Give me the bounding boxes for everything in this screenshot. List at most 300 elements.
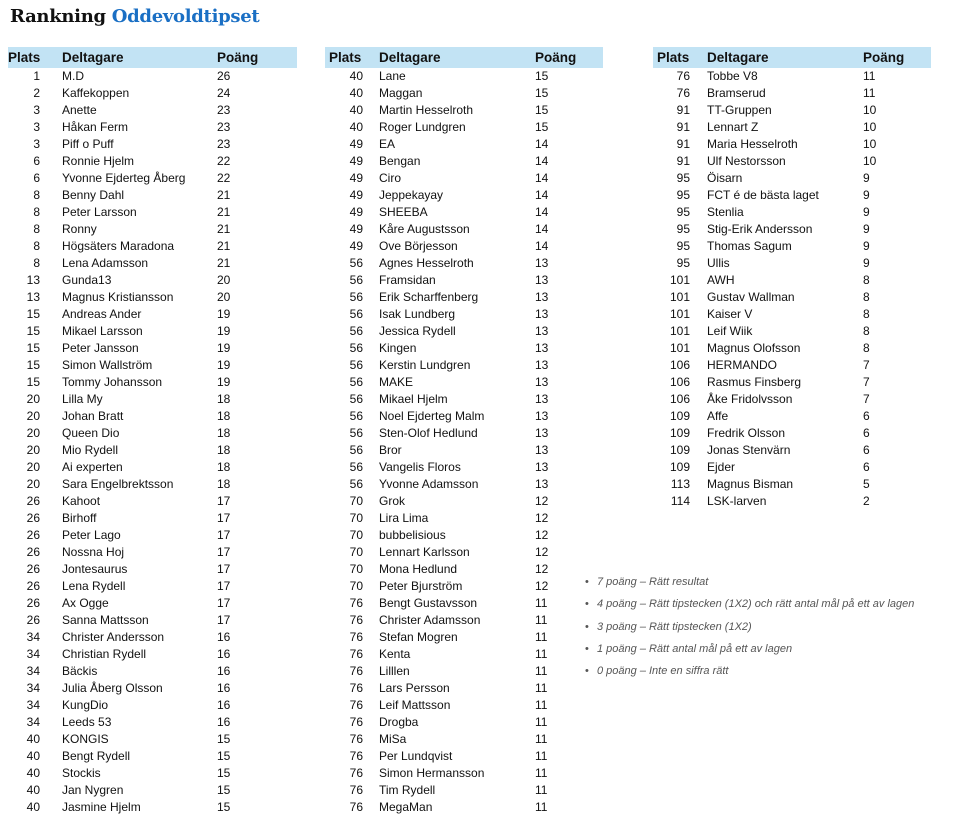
row-plats: 15: [26, 358, 40, 372]
row-poang: 6: [863, 443, 870, 457]
row-plats: 49: [349, 171, 363, 185]
table-row: [8, 255, 297, 272]
scoring-rule: [583, 598, 914, 620]
row-deltagare: Per Lundqvist: [379, 749, 453, 763]
table-row: [8, 425, 297, 442]
row-poang: 13: [535, 375, 549, 389]
row-deltagare: Kingen: [379, 341, 417, 355]
table-row: [325, 255, 603, 272]
table-row: [653, 323, 931, 340]
table-row: [8, 340, 297, 357]
row-deltagare: Sten-Olof Hedlund: [379, 426, 478, 440]
row-poang: 9: [863, 256, 870, 270]
scoring-rule: [583, 576, 914, 598]
row-poang: 16: [217, 715, 231, 729]
scoring-rule-text: 1 poäng – Rätt antal mål på ett av lagen: [597, 642, 793, 655]
bullet-icon: •: [585, 620, 589, 633]
row-poang: 21: [217, 239, 231, 253]
row-deltagare: HERMANDO: [707, 358, 778, 372]
row-deltagare: Ronny: [62, 222, 97, 236]
row-deltagare: KungDio: [62, 698, 109, 712]
table-row: [325, 799, 603, 816]
row-plats: 56: [349, 409, 363, 423]
table-row: [325, 204, 603, 221]
row-poang: 21: [217, 256, 231, 270]
row-plats: 76: [349, 596, 363, 610]
row-plats: 1: [33, 69, 40, 83]
table-row: [325, 646, 603, 663]
table-row: [8, 391, 297, 408]
table-row: [653, 306, 931, 323]
table-row: [8, 374, 297, 391]
table-row: [325, 85, 603, 102]
row-plats: 26: [26, 613, 40, 627]
row-deltagare: KONGIS: [62, 732, 109, 746]
row-poang: 21: [217, 205, 231, 219]
row-deltagare: Leeds 53: [62, 715, 112, 729]
row-poang: 13: [535, 290, 549, 304]
row-plats: 76: [349, 749, 363, 763]
table-row: [325, 442, 603, 459]
row-plats: 91: [676, 120, 690, 134]
row-plats: 56: [349, 375, 363, 389]
row-poang: 19: [217, 341, 231, 355]
row-plats: 20: [26, 443, 40, 457]
row-deltagare: Stig-Erik Andersson: [707, 222, 813, 236]
header-plats: Plats: [657, 50, 690, 65]
row-poang: 16: [217, 698, 231, 712]
row-deltagare: Ullis: [707, 256, 730, 270]
row-poang: 18: [217, 443, 231, 457]
row-plats: 95: [676, 171, 690, 185]
table-row: [8, 527, 297, 544]
row-poang: 9: [863, 222, 870, 236]
row-poang: 24: [217, 86, 231, 100]
row-poang: 11: [535, 596, 548, 610]
row-deltagare: Lennart Z: [707, 120, 759, 134]
row-poang: 10: [863, 120, 877, 134]
table-row: [8, 238, 297, 255]
table-row: [325, 391, 603, 408]
row-deltagare: Thomas Sagum: [707, 239, 792, 253]
row-plats: 40: [26, 749, 40, 763]
row-poang: 11: [535, 613, 548, 627]
row-plats: 56: [349, 324, 363, 338]
row-deltagare: Tim Rydell: [379, 783, 436, 797]
table-row: [325, 289, 603, 306]
row-deltagare: Rasmus Finsberg: [707, 375, 802, 389]
row-plats: 95: [676, 205, 690, 219]
row-poang: 15: [217, 749, 231, 763]
table-row: [653, 272, 931, 289]
table-row: [8, 136, 297, 153]
row-poang: 13: [535, 324, 549, 338]
row-deltagare: Kåre Augustsson: [379, 222, 470, 236]
table-row: [653, 391, 931, 408]
row-deltagare: Gunda13: [62, 273, 112, 287]
row-deltagare: Håkan Ferm: [62, 120, 129, 134]
row-poang: 22: [217, 154, 231, 168]
title-oddevoldtipset: Oddevoldtipset: [111, 6, 260, 27]
row-poang: 19: [217, 324, 231, 338]
row-poang: 18: [217, 392, 231, 406]
row-deltagare: TT-Gruppen: [707, 103, 772, 117]
row-plats: 76: [349, 715, 363, 729]
row-plats: 40: [26, 766, 40, 780]
ranking-table-2: [325, 47, 603, 816]
row-deltagare: Bengan: [379, 154, 421, 168]
row-poang: 11: [535, 681, 548, 695]
row-poang: 15: [217, 800, 231, 814]
row-poang: 6: [863, 409, 870, 423]
row-poang: 14: [535, 222, 549, 236]
table-row: [8, 68, 297, 85]
row-poang: 11: [535, 630, 548, 644]
row-plats: 6: [33, 154, 40, 168]
row-poang: 7: [863, 358, 870, 372]
row-poang: 11: [535, 800, 548, 814]
row-poang: 21: [217, 222, 231, 236]
row-poang: 12: [535, 494, 549, 508]
row-poang: 15: [217, 783, 231, 797]
row-poang: 7: [863, 392, 870, 406]
row-deltagare: Leif Mattsson: [379, 698, 451, 712]
row-poang: 11: [535, 732, 548, 746]
row-deltagare: Simon Hermansson: [379, 766, 485, 780]
table-row: [325, 153, 603, 170]
table-row: [653, 136, 931, 153]
row-plats: 15: [26, 307, 40, 321]
page-title: [10, 6, 259, 27]
row-plats: 3: [33, 120, 40, 134]
row-plats: 20: [26, 392, 40, 406]
row-poang: 11: [863, 86, 876, 100]
row-deltagare: Öisarn: [707, 171, 743, 185]
row-poang: 11: [535, 698, 548, 712]
row-poang: 6: [863, 426, 870, 440]
table-row: [325, 629, 603, 646]
table-row: [8, 85, 297, 102]
row-poang: 14: [535, 205, 549, 219]
row-plats: 15: [26, 324, 40, 338]
row-deltagare: Bramserud: [707, 86, 766, 100]
row-plats: 101: [669, 273, 690, 287]
table-row: [653, 119, 931, 136]
bullet-icon: •: [585, 665, 589, 678]
row-deltagare: MegaMan: [379, 800, 433, 814]
row-deltagare: Birhoff: [62, 511, 97, 525]
row-deltagare: Åke Fridolvsson: [707, 392, 793, 406]
table-row: [653, 170, 931, 187]
row-deltagare: Gustav Wallman: [707, 290, 795, 304]
row-plats: 49: [349, 154, 363, 168]
row-plats: 76: [349, 766, 363, 780]
row-plats: 8: [33, 205, 40, 219]
table-row: [8, 204, 297, 221]
row-poang: 13: [535, 341, 549, 355]
row-deltagare: Andreas Ander: [62, 307, 142, 321]
row-deltagare: FCT é de bästa laget: [707, 188, 819, 202]
row-poang: 14: [535, 188, 549, 202]
table-row: [8, 119, 297, 136]
row-poang: 17: [217, 596, 231, 610]
table-row: [325, 425, 603, 442]
row-deltagare: Yvonne Adamsson: [379, 477, 479, 491]
table-row: [325, 408, 603, 425]
row-plats: 8: [33, 256, 40, 270]
row-poang: 23: [217, 137, 231, 151]
table-row: [325, 187, 603, 204]
row-deltagare: Leif Wiik: [707, 324, 753, 338]
table-row: [8, 510, 297, 527]
row-poang: 11: [535, 664, 548, 678]
row-poang: 15: [217, 766, 231, 780]
row-plats: 101: [669, 307, 690, 321]
row-plats: 34: [26, 681, 40, 695]
row-plats: 56: [349, 477, 363, 491]
row-deltagare: Jan Nygren: [62, 783, 124, 797]
table-row: [325, 238, 603, 255]
row-deltagare: Noel Ejderteg Malm: [379, 409, 485, 423]
table-row: [325, 680, 603, 697]
table-row: [8, 663, 297, 680]
row-deltagare: Johan Bratt: [62, 409, 124, 423]
scoring-rules-list: [583, 576, 914, 687]
row-plats: 91: [676, 103, 690, 117]
row-plats: 70: [349, 511, 363, 525]
row-poang: 17: [217, 511, 231, 525]
table-row: [8, 153, 297, 170]
row-poang: 6: [863, 460, 870, 474]
header-poang: Poäng: [217, 50, 259, 65]
table-row: [325, 748, 603, 765]
row-deltagare: Agnes Hesselroth: [379, 256, 474, 270]
row-deltagare: Magnus Bisman: [707, 477, 794, 491]
row-poang: 20: [217, 273, 231, 287]
row-plats: 95: [676, 256, 690, 270]
row-plats: 49: [349, 205, 363, 219]
row-plats: 113: [670, 477, 690, 491]
table-row: [325, 595, 603, 612]
table-row: [8, 306, 297, 323]
row-plats: 70: [349, 545, 363, 559]
table-row: [8, 680, 297, 697]
table-row: [325, 544, 603, 561]
table-row: [325, 493, 603, 510]
row-deltagare: Ai experten: [62, 460, 123, 474]
row-poang: 8: [863, 307, 870, 321]
row-plats: 56: [349, 392, 363, 406]
row-deltagare: Kaffekoppen: [62, 86, 130, 100]
table-row: [653, 459, 931, 476]
row-deltagare: Christian Rydell: [62, 647, 147, 661]
table-row: [8, 697, 297, 714]
row-plats: 91: [676, 154, 690, 168]
row-plats: 40: [349, 86, 363, 100]
row-plats: 26: [26, 511, 40, 525]
row-poang: 17: [217, 613, 231, 627]
row-poang: 11: [863, 69, 876, 83]
table-row: [325, 374, 603, 391]
table-row: [325, 527, 603, 544]
row-deltagare: Vangelis Floros: [379, 460, 461, 474]
row-poang: 20: [217, 290, 231, 304]
row-deltagare: Kenta: [379, 647, 411, 661]
row-poang: 13: [535, 256, 549, 270]
row-poang: 13: [535, 392, 549, 406]
row-poang: 23: [217, 103, 231, 117]
header-plats: Plats: [329, 50, 362, 65]
table-row: [325, 510, 603, 527]
row-deltagare: Magnus Kristiansson: [62, 290, 174, 304]
row-poang: 13: [535, 443, 549, 457]
table-row: [325, 612, 603, 629]
table-row: [8, 544, 297, 561]
table-row: [8, 221, 297, 238]
table-row: [325, 731, 603, 748]
table-header: [325, 47, 603, 68]
row-deltagare: Tobbe V8: [707, 69, 758, 83]
row-deltagare: Grok: [379, 494, 406, 508]
row-poang: 9: [863, 205, 870, 219]
row-deltagare: Bengt Gustavsson: [379, 596, 478, 610]
row-poang: 11: [535, 715, 548, 729]
row-deltagare: Lira Lima: [379, 511, 429, 525]
table-row: [653, 187, 931, 204]
title-rankning: Rankning: [10, 6, 106, 27]
row-plats: 26: [26, 579, 40, 593]
row-plats: 26: [26, 528, 40, 542]
row-plats: 91: [676, 137, 690, 151]
table-row: [653, 476, 931, 493]
table-row: [8, 102, 297, 119]
row-plats: 40: [26, 783, 40, 797]
table-row: [8, 731, 297, 748]
scoring-rule: [583, 621, 914, 643]
table-row: [325, 782, 603, 799]
row-deltagare: Fredrik Olsson: [707, 426, 786, 440]
row-deltagare: Lilla My: [62, 392, 103, 406]
row-plats: 20: [26, 409, 40, 423]
table-row: [653, 85, 931, 102]
row-poang: 11: [535, 749, 548, 763]
table-header: [653, 47, 931, 68]
row-poang: 12: [535, 511, 549, 525]
table-row: [653, 238, 931, 255]
row-deltagare: Peter Jansson: [62, 341, 139, 355]
row-deltagare: Peter Lago: [62, 528, 121, 542]
row-plats: 114: [670, 494, 690, 508]
row-plats: 76: [349, 647, 363, 661]
row-poang: 19: [217, 358, 231, 372]
row-deltagare: Kerstin Lundgren: [379, 358, 471, 372]
row-deltagare: Julia Åberg Olsson: [62, 681, 163, 695]
row-deltagare: Ax Ogge: [62, 596, 109, 610]
table-row: [325, 663, 603, 680]
row-plats: 76: [349, 681, 363, 695]
table-row: [653, 374, 931, 391]
row-plats: 109: [669, 460, 690, 474]
row-plats: 56: [349, 426, 363, 440]
row-deltagare: Peter Larsson: [62, 205, 137, 219]
row-poang: 17: [217, 545, 231, 559]
table-row: [325, 561, 603, 578]
row-deltagare: Kahoot: [62, 494, 101, 508]
row-plats: 70: [349, 494, 363, 508]
row-deltagare: M.D: [62, 69, 84, 83]
row-poang: 9: [863, 239, 870, 253]
row-poang: 17: [217, 494, 231, 508]
row-plats: 95: [676, 222, 690, 236]
row-plats: 106: [669, 358, 690, 372]
row-poang: 18: [217, 409, 231, 423]
row-deltagare: Ciro: [379, 171, 402, 185]
scoring-rule-text: 7 poäng – Rätt resultat: [597, 576, 709, 588]
row-plats: 56: [349, 341, 363, 355]
row-deltagare: Maria Hesselroth: [707, 137, 798, 151]
row-poang: 19: [217, 307, 231, 321]
row-deltagare: Bäckis: [62, 664, 98, 678]
row-plats: 40: [349, 120, 363, 134]
table-row: [8, 476, 297, 493]
header-deltagare: Deltagare: [62, 50, 124, 65]
header-deltagare: Deltagare: [379, 50, 441, 65]
table-row: [8, 459, 297, 476]
table-header: [8, 47, 297, 68]
row-plats: 3: [33, 137, 40, 151]
table-row: [8, 493, 297, 510]
table-row: [8, 442, 297, 459]
row-deltagare: Mio Rydell: [62, 443, 119, 457]
row-deltagare: Maggan: [379, 86, 423, 100]
row-poang: 13: [535, 307, 549, 321]
row-poang: 16: [217, 647, 231, 661]
row-plats: 109: [669, 426, 690, 440]
row-deltagare: Lane: [379, 69, 406, 83]
row-poang: 8: [863, 273, 870, 287]
table-row: [325, 697, 603, 714]
row-plats: 40: [349, 69, 363, 83]
table-row: [8, 799, 297, 816]
table-row: [325, 459, 603, 476]
row-deltagare: Peter Bjurström: [379, 579, 463, 593]
row-poang: 13: [535, 460, 549, 474]
row-plats: 56: [349, 256, 363, 270]
row-poang: 9: [863, 188, 870, 202]
row-plats: 49: [349, 222, 363, 236]
row-plats: 13: [26, 290, 40, 304]
row-plats: 40: [26, 732, 40, 746]
row-plats: 2: [33, 86, 40, 100]
row-plats: 40: [349, 103, 363, 117]
row-deltagare: Stefan Mogren: [379, 630, 458, 644]
row-plats: 34: [26, 698, 40, 712]
table-row: [325, 323, 603, 340]
row-plats: 34: [26, 647, 40, 661]
table-row: [653, 68, 931, 85]
table-row: [8, 323, 297, 340]
row-plats: 8: [33, 188, 40, 202]
row-poang: 14: [535, 154, 549, 168]
row-plats: 26: [26, 596, 40, 610]
table-row: [8, 748, 297, 765]
row-deltagare: Isak Lundberg: [379, 307, 456, 321]
row-poang: 11: [535, 647, 548, 661]
table-row: [653, 408, 931, 425]
table-row: [8, 646, 297, 663]
row-deltagare: Jeppekayay: [379, 188, 444, 202]
row-deltagare: Simon Wallström: [62, 358, 153, 372]
